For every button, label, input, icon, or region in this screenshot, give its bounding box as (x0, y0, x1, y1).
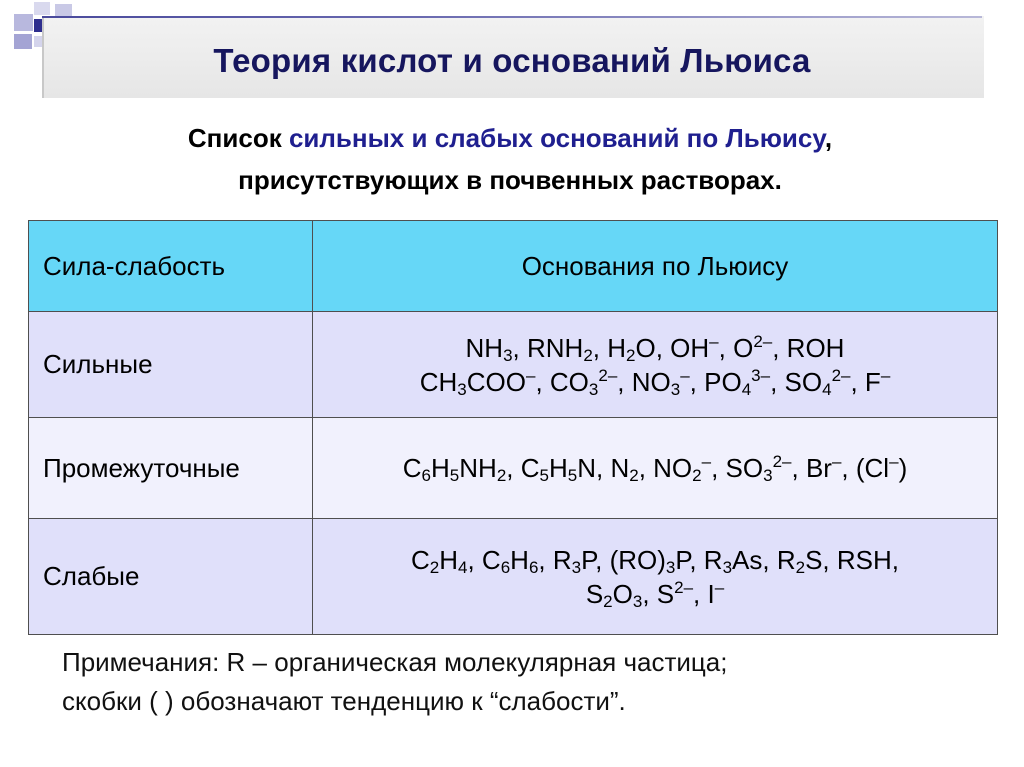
formula-text: S, RSH, (805, 544, 900, 575)
formula-text: , PO (689, 366, 742, 397)
formula-text: P, R (675, 544, 723, 575)
formula-sup: 2– (674, 577, 694, 597)
formula-sub: 3 (457, 379, 467, 399)
formula-sub: 5 (449, 466, 460, 485)
formula-sup: 2– (831, 365, 851, 385)
decor-square (14, 14, 33, 31)
lewis-bases-table (28, 220, 998, 635)
formula-sub: 3 (632, 591, 643, 611)
formula-text: , CO (535, 366, 589, 397)
formula-text: C (402, 453, 422, 483)
formula-text: , C (506, 453, 540, 483)
formula-text: , RNH (512, 332, 584, 363)
formula-line (319, 365, 991, 399)
formula-sub: 3 (571, 557, 582, 577)
subtitle-highlight: сильных и слабых оснований по Льюису (288, 123, 825, 153)
page-title: Теория кислот и оснований Льюиса (213, 42, 811, 79)
formula-sup: – (714, 577, 725, 597)
formula-sup: – (525, 365, 536, 385)
formula-line (319, 331, 991, 365)
formula-text: , (Cl (841, 453, 890, 483)
formula-text: , SO (770, 366, 823, 397)
formula-sub: 6 (421, 466, 431, 485)
notes (62, 643, 992, 721)
formula-text: O, OH (635, 332, 710, 363)
note-line: скобки ( ) обозначают тенденцию к “слабости”. (62, 686, 626, 716)
formula-text: , ROH (772, 332, 845, 363)
formula-sub: 2 (626, 345, 636, 365)
formula-sup: 2– (772, 452, 792, 471)
formula-text: NH (465, 332, 504, 363)
formula-sup: – (831, 452, 842, 471)
note-line: Примечания: R – органическая молекулярная частица; (62, 647, 728, 677)
subtitle-part1: Список (187, 123, 289, 153)
formula-sup: – (680, 365, 690, 385)
formula-text: NH (459, 453, 497, 483)
formula-sub: 3 (503, 345, 513, 365)
formula-sub: 4 (741, 379, 752, 399)
row-label: Сильные (29, 312, 313, 418)
subtitle (40, 117, 980, 201)
formula-text: , I (693, 578, 715, 609)
formula-sup: 2– (598, 365, 618, 385)
formula-text: , SO (711, 453, 764, 483)
header-strength: Сила-слабость (29, 221, 313, 312)
row-label: Слабые (29, 519, 313, 635)
formula-sub: 3 (763, 466, 773, 485)
formula-sub: 2 (496, 466, 507, 485)
table-row (29, 519, 998, 635)
formula-text: , Br (791, 453, 832, 483)
formula-text: H (439, 544, 458, 575)
formula-line (319, 543, 991, 577)
formula-text: , NO (638, 453, 693, 483)
formula-text: N, N (577, 453, 630, 483)
formula-sub: 2 (603, 591, 613, 611)
decor-square (14, 34, 32, 49)
formula-sub: 3 (670, 379, 681, 399)
table-row (29, 312, 998, 418)
formula-sup: 3– (751, 365, 771, 385)
formula-text: H (548, 453, 568, 483)
formula-sub: 2 (429, 557, 440, 577)
table-header-row (29, 221, 998, 312)
formula-text: P, (RO) (581, 544, 666, 575)
formula-text: As, R (732, 544, 796, 575)
title-accent-line (42, 16, 982, 18)
header-bases: Основания по Льюису (313, 221, 998, 312)
formula-text: COO (466, 366, 526, 397)
subtitle-part2: , (824, 123, 833, 153)
formula-sup: – (709, 331, 719, 351)
subtitle-line-2: присутствующих в почвенных растворах. (238, 165, 782, 195)
formula-sub: 6 (528, 557, 539, 577)
formula-text: , S (642, 578, 675, 609)
table-row (29, 418, 998, 519)
formula-text: C (410, 544, 430, 575)
formula-sub: 2 (583, 345, 593, 365)
formula-sub: 3 (588, 379, 599, 399)
formula-sup: 2– (753, 331, 773, 351)
formula-line (319, 451, 991, 485)
formula-text: , R (538, 544, 572, 575)
row-formulas (313, 418, 998, 519)
formula-sub: 4 (822, 379, 832, 399)
formula-sub: 3 (722, 557, 733, 577)
formula-sub: 3 (665, 557, 676, 577)
formula-line (319, 577, 991, 611)
formula-text: H (431, 453, 450, 483)
formula-sub: 6 (500, 557, 511, 577)
formula-sup: – (889, 452, 899, 471)
formula-sup: – (880, 365, 891, 385)
formula-sub: 5 (539, 466, 549, 485)
formula-sub: 4 (458, 557, 468, 577)
formula-sub: 2 (692, 466, 702, 485)
formula-text: S (585, 578, 604, 609)
formula-text: , O (718, 332, 754, 363)
formula-text: ) (898, 453, 908, 483)
formula-text: , NO (617, 366, 671, 397)
formula-text: CH (419, 366, 458, 397)
formula-text: O (612, 578, 633, 609)
formula-sub: 2 (795, 557, 806, 577)
formula-text: , H (592, 332, 627, 363)
formula-text: , F (850, 366, 881, 397)
row-formulas (313, 312, 998, 418)
formula-text: H (510, 544, 529, 575)
row-label: Промежуточные (29, 418, 313, 519)
formula-sup: – (701, 452, 712, 471)
row-formulas (313, 519, 998, 635)
formula-sub: 2 (629, 466, 639, 485)
formula-text: , C (467, 544, 501, 575)
subtitle-line-1 (40, 117, 980, 159)
formula-sub: 5 (567, 466, 578, 485)
decor-square (34, 2, 50, 15)
